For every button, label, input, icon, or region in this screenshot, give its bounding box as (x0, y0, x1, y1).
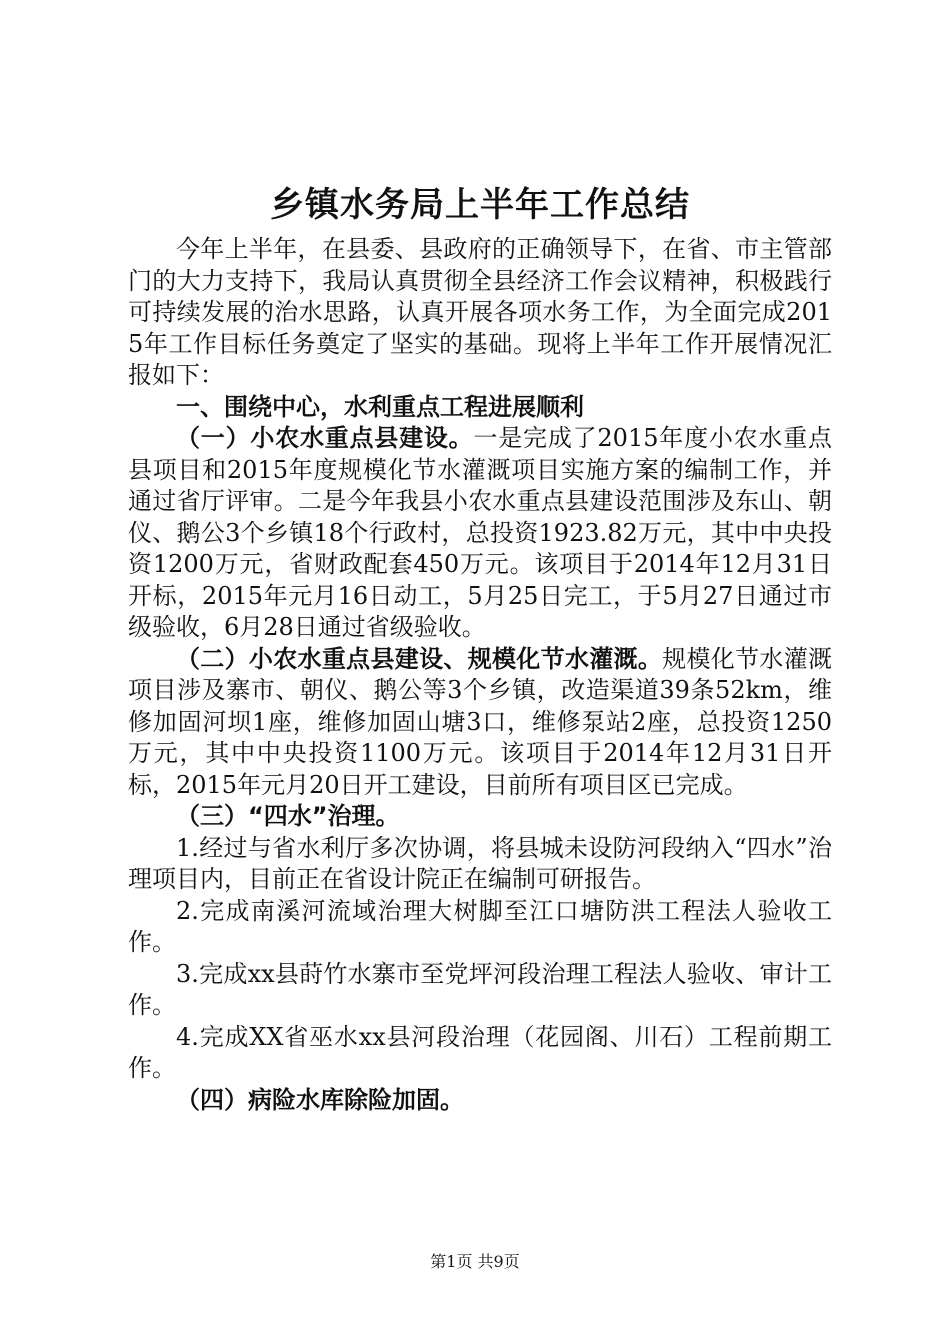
intro-paragraph: 今年上半年，在县委、县政府的正确领导下，在省、市主管部门的大力支持下，我局认真贯彻全县经济工作会议精神，积极践行可持续发展的治水思路，认真开展各项水务工作，为全面完成2015年工作目标任务奠定了坚实的基础。现将上半年工作开展情况汇报如下： (128, 235, 832, 389)
document-title: 乡镇水务局上半年工作总结 (270, 185, 690, 225)
item-4-heading: （四）病险水库除险加固。 (176, 1085, 464, 1114)
item-2-body: 规模化节水灌溉项目涉及寨市、朝仪、鹅公等3个乡镇，改造渠道39条52km，维修加固河坝1座，维修加固山塘3口，维修泵站2座，总投资1250万元，其中中央投资1100万元。该项目于2014年12月31日开标，2015年元月20日开工建设，目前所有项目区已完成。 (128, 644, 833, 799)
item-1-heading: （一）小农水重点县建设。 (176, 424, 474, 452)
sub-item-3: 3.完成xx县莳竹水寨市至党坪河段治理工程法人验收、审计工作。 (128, 959, 832, 1019)
sub-item-2: 2.完成南溪河流域治理大树脚至江口塘防洪工程法人验收工作。 (128, 896, 832, 956)
item-2-paragraph (128, 644, 832, 802)
item-1-paragraph (128, 423, 832, 644)
sub-item-1: 1.经过与省水利厅多次协调，将县城未设防河段纳入“四水”治理项目内，目前正在省设计院正在编制可研报告。 (128, 833, 832, 893)
section-heading-1: 一、围绕中心，水利重点工程进展顺利 (176, 392, 584, 421)
page-number-footer: 第1页 共9页 (430, 1252, 520, 1271)
sub-item-4: 4.完成XX省巫水xx县河段治理（花园阁、川石）工程前期工作。 (128, 1022, 832, 1082)
item-3-heading: （三）“四水”治理。 (176, 802, 400, 830)
item-2-heading: （二）小农水重点县建设、规模化节水灌溉。 (176, 644, 663, 673)
item-1-body: 一是完成了2015年度小农水重点县项目和2015年度规模化节水灌溉项目实施方案的编制工作，并通过省厅评审。二是今年我县小农水重点县建设范围涉及东山、朝仪、鹅公3个乡镇18个行政村，总投资1923.82万元，其中中央投资1200万元，省财政配套450万元。该项目于2014年12月31日开标，2015年元月16日动工，5月25日完工，于5月27日通过市级验收，6月28日通过省级验收。 (128, 424, 833, 641)
document-page (128, 178, 832, 1116)
